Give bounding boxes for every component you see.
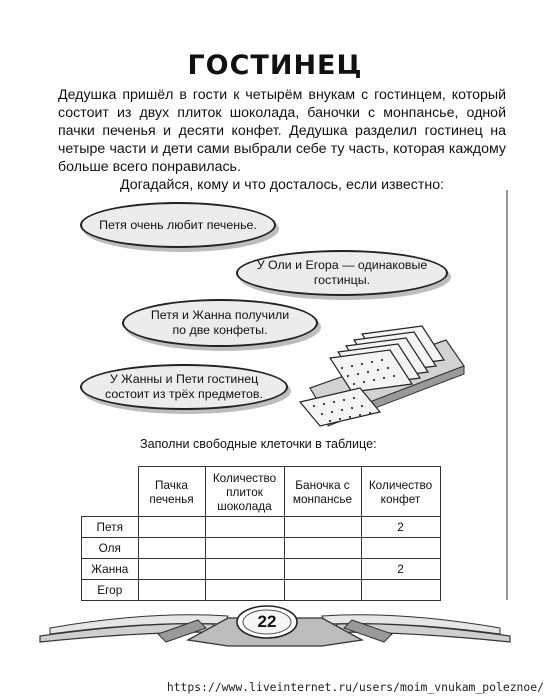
source-url[interactable]: https://www.liveinternet.ru/users/moim_vnukam_poleznoe/	[166, 680, 544, 694]
table-cell[interactable]: 2	[361, 517, 440, 538]
header-cookies: Пачка печенья	[138, 467, 205, 517]
table-corner-cell	[82, 467, 139, 517]
clue-3-line2: по две конфеты.	[172, 323, 268, 337]
table-row	[82, 538, 441, 559]
table-header-row	[82, 467, 441, 517]
table-cell[interactable]	[284, 517, 361, 538]
table-row	[82, 517, 441, 538]
intro-paragraph: Дедушка пришёл в гости к четырём внукам с гостинцем, который состоит из двух плиток шоколада, баночки с монпансье, одной пачки печенья и десяти конфет. Дедушка разделил гостинец на четыре части и дети сами выбрали себе ту часть, которая каждому больше всего понравилась.	[58, 87, 506, 175]
table-cell[interactable]	[138, 517, 205, 538]
table-cell[interactable]	[284, 538, 361, 559]
row-name: Петя	[82, 517, 139, 538]
answer-table	[81, 466, 441, 601]
table-cell[interactable]	[205, 559, 284, 580]
table-cell[interactable]	[138, 538, 205, 559]
clue-4-line2: состоит из трёх предметов.	[105, 387, 263, 401]
intro-question: Догадайся, кому и что досталось, если известно:	[119, 177, 445, 193]
table-instruction: Заполни свободные клеточки в таблице:	[140, 437, 377, 451]
row-name: Егор	[82, 580, 139, 601]
table-cell[interactable]: 2	[361, 559, 440, 580]
clue-bubble-1	[80, 202, 276, 248]
clue-2-line2: гостинцы.	[313, 273, 371, 287]
header-candy-jar: Баночка с монпансье	[284, 467, 361, 517]
table-cell[interactable]	[205, 538, 284, 559]
clue-1-line1: Петя очень любит печенье.	[99, 217, 257, 232]
clue-4-line1: У Жанны и Пети гостинец	[109, 372, 259, 386]
row-name: Оля	[82, 538, 139, 559]
page-number: 22	[257, 612, 277, 631]
clue-bubble-4	[80, 364, 288, 410]
header-sweets: Количество конфет	[361, 467, 440, 517]
table-cell[interactable]	[361, 538, 440, 559]
table-row	[82, 559, 441, 580]
page-title: ГОСТИНЕЦ	[187, 50, 363, 81]
table-cell[interactable]	[138, 559, 205, 580]
intro-text	[58, 86, 506, 194]
header-chocolate: Количество плиток шоколада	[205, 467, 284, 517]
cookie-pack-illustration	[296, 322, 466, 432]
clue-3-line1: Петя и Жанна получили	[150, 308, 290, 322]
clue-bubble-3	[122, 299, 318, 347]
table-cell[interactable]	[205, 517, 284, 538]
clue-2-line1: У Оли и Егора — одинаковые	[256, 258, 428, 272]
clue-bubble-2	[236, 250, 448, 296]
table-cell[interactable]	[284, 559, 361, 580]
row-name: Жанна	[82, 559, 139, 580]
